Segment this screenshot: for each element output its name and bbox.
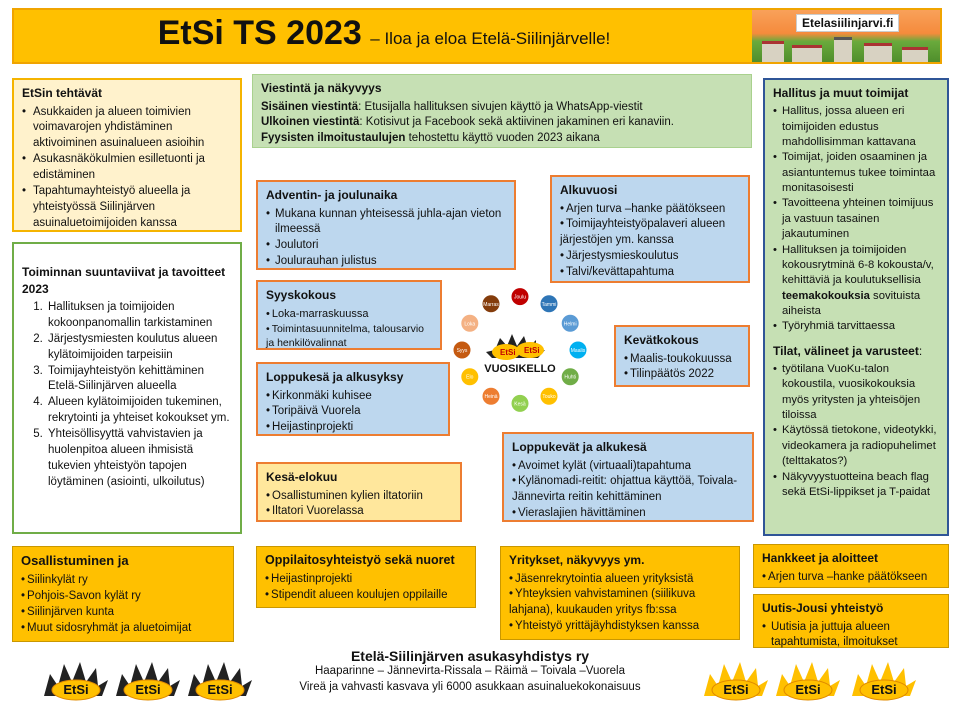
list-item: • Siilinkylät ry <box>21 573 225 589</box>
yritykset-title: Yritykset, näkyvyys ym. <box>509 553 645 567</box>
house-shape <box>762 41 784 62</box>
hallitus-box <box>763 78 949 536</box>
alkuvuosi-list <box>560 202 740 281</box>
etsi-logo <box>772 656 842 707</box>
house-shape <box>792 45 822 62</box>
tilat-title: Tilat, välineet ja varusteet: <box>773 343 923 358</box>
svg-text:EtSi: EtSi <box>207 682 233 697</box>
uutis-box <box>753 594 949 648</box>
list-item: • Tapahtumayhteistyö alueella ja yhteistyössä Siilinjärven asuinaluetoimijoiden kanssa <box>22 184 232 232</box>
church-shape <box>834 37 852 62</box>
kesa-title: Kesä-elokuu <box>266 470 338 484</box>
center-logo <box>486 334 545 360</box>
loppukesa-title: Loppukesä ja alkusyksy <box>266 370 404 384</box>
tehtavat-box <box>12 78 242 232</box>
list-item: • Työryhmiä tarvittaessa <box>773 319 939 334</box>
suuntaviivat-title: Toiminnan suuntaviivat ja tavoitteet 2023 <box>22 265 226 296</box>
alkuvuosi-box <box>550 175 750 283</box>
list-item: • Uutisia ja juttuja alueen tapahtumista, ilmoitukset <box>762 620 940 652</box>
hankkeet-title: Hankkeet ja aloitteet <box>762 551 879 565</box>
town-illustration <box>752 10 940 62</box>
list-item: • Kirkonmäki kuhisee <box>266 389 440 405</box>
yritykset-list <box>509 572 731 635</box>
list-item: • Toimijayhteistyöpalaveri alueen järjestöjen ym. kanssa <box>560 217 740 249</box>
viestinta-box <box>252 74 752 148</box>
viestinta-line-1: Sisäinen viestintä: Etusijalla hallituksen sivujen käyttö ja WhatsApp-viestit <box>261 100 643 113</box>
svg-text:EtSi: EtSi <box>795 682 821 697</box>
loppukesa-list <box>266 389 440 437</box>
list-item: • Asukkaiden ja alueen toimivien voimavarojen yhdistäminen aktivoiminen asuinalueen asioihin <box>22 105 232 153</box>
list-item: • Heijastinprojekti <box>266 420 440 436</box>
loppukevat-list <box>512 459 744 522</box>
month-label: Tammi <box>541 301 557 308</box>
month-label: Loka <box>464 321 476 328</box>
kevatkokous-list <box>624 352 740 384</box>
osallistuminen-list <box>21 573 225 636</box>
list-item: • Muut sidosryhmät ja aluetoimijat <box>21 621 225 637</box>
loppukevat-box <box>502 432 754 522</box>
title-wrap <box>14 14 754 53</box>
list-item: • Toimijat, joiden osaaminen ja asiantuntemus tukee toimintaa monitasoisesti <box>773 150 939 196</box>
list-item: • Hallituksen ja toimijoiden kokousrytminä 6-8 kokousta/v, kehittäviä ja koulutuksellisia teemakokouksia sovituista aiheista <box>773 243 939 320</box>
adventti-list <box>266 207 506 270</box>
loppukevat-title: Loppukevät ja alkukesä <box>512 440 647 454</box>
list-item: 5. Yhteisöllisyyttä vahvistavien ja huolenpitoa alueen ihmisistä tukevien yhteistyön tapojen löytäminen (asiointi, ulkoilutus) <box>46 427 232 490</box>
suuntaviivat-box <box>12 242 242 534</box>
oppilaitos-box <box>256 546 476 608</box>
osallistuminen-title: Osallistuminen ja <box>21 553 129 568</box>
list-item: • Iltatori Vuorelassa <box>266 504 452 520</box>
page-subtitle: – Iloa ja eloa Etelä-Siilinjärvelle! <box>370 29 611 48</box>
suuntaviivat-list <box>22 300 232 490</box>
month-label: Huhti <box>564 374 577 381</box>
month-label: Joulu <box>514 294 526 301</box>
list-item: • Heijastinprojekti <box>265 572 467 588</box>
list-item: • Yhteyksien vahvistaminen (siilikuva lahjana), kuukauden yritys fb:ssa <box>509 587 731 619</box>
list-item: • Stipendit alueen koulujen oppilaille <box>265 588 467 604</box>
list-item: • Kylänomadi-reitit: ohjattua käyttöä, Toivala-Jännevirta reitin kehittäminen <box>512 474 744 506</box>
list-item: • Yhteistyö yrittäjäyhdistyksen kanssa <box>509 619 731 635</box>
list-item: • Järjestysmieskoulutus <box>560 249 740 265</box>
footer-org <box>250 648 690 695</box>
list-item: • Tilinpäätös 2022 <box>624 367 740 383</box>
org-villages: Haaparinne – Jännevirta-Rissala – Räimä – Toivala –Vuorela <box>314 665 626 677</box>
etsi-logo <box>848 656 918 707</box>
house-shape <box>902 47 928 62</box>
center-logo-text: EtSi <box>500 348 516 357</box>
uutis-list <box>762 620 940 652</box>
vuosikello-label: VUOSIKELLO <box>484 363 556 375</box>
svg-text:EtSi: EtSi <box>723 682 749 697</box>
list-item: • Jäsenrekrytointia alueen yrityksistä <box>509 572 731 588</box>
list-item: • Maalis-toukokuussa <box>624 352 740 368</box>
list-item: • Näkyvyystuotteina beach flag sekä EtSi-lippikset ja T-paidat <box>773 470 939 501</box>
list-item: • Avoimet kylät (virtuaali)tapahtuma <box>512 459 744 475</box>
list-item: • Asukasnäkökulmien esilletuonti ja edistäminen <box>22 152 232 184</box>
org-tagline: Vireä ja vahvasti kasvava yli 6000 asukkaan asuinaluekokonaisuus <box>299 680 641 693</box>
list-item: • Joulurauhan julistus <box>266 254 506 270</box>
month-label: Kesä <box>514 401 526 408</box>
tehtavat-title: EtSin tehtävät <box>22 86 103 100</box>
svg-text:EtSi: EtSi <box>63 682 89 697</box>
svg-text:EtSi: EtSi <box>871 682 897 697</box>
hankkeet-box <box>753 544 949 588</box>
viestinta-line-3: Fyysisten ilmoitustaulujen tehostettu käyttö vuoden 2023 aikana <box>261 132 600 145</box>
etsi-logo <box>700 656 770 707</box>
yritykset-box <box>500 546 740 640</box>
list-item: • Tavoitteena yhteinen toimijuus ja vastuun tasainen jakautuminen <box>773 196 939 242</box>
list-item: • Arjen turva –hanke päätökseen <box>560 202 740 218</box>
list-item: • Pohjois-Savon kylät ry <box>21 589 225 605</box>
hallitus-title: Hallitus ja muut toimijat <box>773 86 909 100</box>
svg-text:EtSi: EtSi <box>135 682 161 697</box>
month-label: Elo <box>466 374 474 381</box>
header-banner <box>12 8 942 64</box>
oppilaitos-list <box>265 572 467 604</box>
syyskokous-list <box>266 307 432 351</box>
loppukesa-box <box>256 362 450 436</box>
house-shape <box>864 43 892 62</box>
viestinta-title: Viestintä ja näkyvyys <box>261 81 382 95</box>
month-label: Touko <box>542 394 556 401</box>
list-item: 1. Hallituksen ja toimijoiden kokoonpanomallin tarkistaminen <box>46 300 232 332</box>
list-item: 4. Alueen kylätoimijoiden tukeminen, rekrytointi ja yhteiset kokoukset ym. <box>46 395 232 427</box>
oppilaitos-title: Oppilaitosyhteistyö sekä nuoret <box>265 553 455 567</box>
kesa-box <box>256 462 462 522</box>
list-item: • Talvi/kevättapahtuma <box>560 265 740 281</box>
uutis-title: Uutis-Jousi yhteistyö <box>762 601 884 615</box>
kevatkokous-box <box>614 325 750 387</box>
list-item: • Toripäivä Vuorela <box>266 404 440 420</box>
tilat-list <box>773 362 939 500</box>
list-item: • Loka-marraskuussa <box>266 307 432 322</box>
kevatkokous-title: Kevätkokous <box>624 333 699 347</box>
list-item: • Arjen turva –hanke päätökseen <box>762 570 940 586</box>
etsi-logo <box>184 656 254 707</box>
list-item: • Käytössä tietokone, videotykki, videokamera ja radiopuhelimet (telttakatos?) <box>773 423 939 469</box>
month-label: Heinä <box>484 394 498 401</box>
month-label: Syys <box>456 348 468 354</box>
syyskokous-box <box>256 280 442 350</box>
tehtavat-list <box>22 105 232 232</box>
list-item: • työtilana VuoKu-talon kokoustila, vuosikokouksia myös yritysten ja yhteisöjen tiloissa <box>773 362 939 423</box>
list-item: • Toimintasuunnitelma, talousarvio ja henkilövalinnat <box>266 322 432 351</box>
list-item: • Mukana kunnan yhteisessä juhla-ajan vieton ilmeessä <box>266 207 506 239</box>
etsi-logo <box>112 656 182 707</box>
month-label: Helmi <box>563 321 577 328</box>
viestinta-line-2: Ulkoinen viestintä: Kotisivut ja Facebook sekä aktiivinen jakaminen eri kanaviin. <box>261 116 674 129</box>
center-logo-text: EtSi <box>524 346 540 355</box>
hankkeet-list <box>762 570 940 586</box>
org-name: Etelä-Siilinjärven asukasyhdistys ry <box>350 648 590 664</box>
month-label: Marras <box>483 301 499 308</box>
list-item: • Osallistuminen kylien iltatoriin <box>266 489 452 505</box>
adventti-box <box>256 180 516 270</box>
month-label: Maalis <box>570 348 586 354</box>
vuosikello-diagram <box>440 278 600 428</box>
list-item: • Siilinjärven kunta <box>21 605 225 621</box>
kesa-list <box>266 489 452 521</box>
hallitus-list <box>773 104 939 334</box>
list-item: 3. Toimijayhteistyön kehittäminen Etelä-Siilinjärven alueella <box>46 364 232 396</box>
osallistuminen-box <box>12 546 234 642</box>
page-title: EtSi TS 2023 <box>157 14 362 52</box>
list-item: • Vieraslajien hävittäminen <box>512 506 744 522</box>
syyskokous-title: Syyskokous <box>266 288 337 302</box>
website-label[interactable]: Etelasiilinjarvi.fi <box>796 14 899 32</box>
list-item: 2. Järjestysmiesten koulutus alueen kylätoimijoiden tarpeisiin <box>46 332 232 364</box>
list-item: • Joulutori <box>266 238 506 254</box>
adventti-title: Adventin- ja joulunaika <box>266 188 398 202</box>
alkuvuosi-title: Alkuvuosi <box>560 183 618 197</box>
etsi-logo <box>40 656 110 707</box>
list-item: • Hallitus, jossa alueen eri toimijoiden edustus mahdollisimman kattavana <box>773 104 939 150</box>
